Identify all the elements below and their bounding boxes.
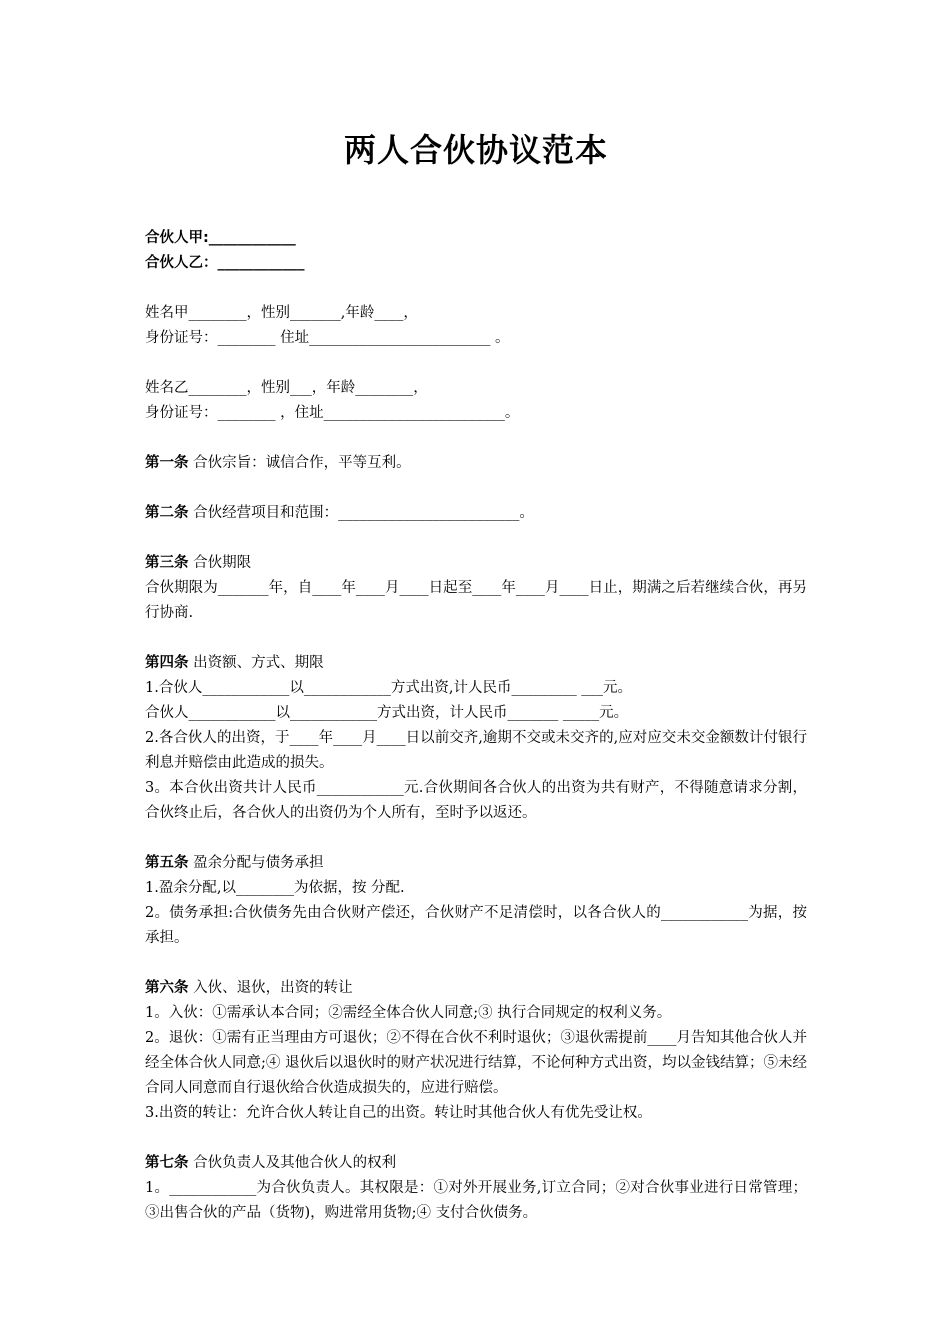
- article-3-paragraph: 合伙期限为_______年，自____年____月____日起至____年____月____日止，期满之后若继续合伙，再另行协商.: [145, 580, 807, 621]
- article-6-line3: 3.出资的转让：允许合伙人转让自己的出资。转让时其他合伙人有优先受让权。: [145, 1105, 652, 1121]
- person-a-line1: 姓名甲________，性别_______,年龄____，: [145, 305, 418, 321]
- article-4-paragraph2: 2.各合伙人的出资，于____年____月____日以前交齐,逾期不交或未交齐的,应对应交未交金额数计付银行利息并赔偿由此造成的损失。: [145, 730, 807, 771]
- document-body: [145, 226, 807, 1226]
- party-a: 合伙人甲:____________: [145, 230, 296, 246]
- article-4-paragraph3: 3。本合伙出资共计人民币____________元.合伙期间各合伙人的出资为共有财产，不得随意请求分割，合伙终止后，各合伙人的出资仍为个人所有，至时予以返还。: [145, 780, 807, 821]
- article-6-line1: 1。入伙：①需承认本合同；②需经全体合伙人同意;③ 执行合同规定的权利义务。: [145, 1005, 672, 1021]
- article-1-head: 第一条: [145, 455, 189, 471]
- person-a-line2: 身份证号：________ 住址_________________________ 。: [145, 330, 510, 346]
- article-4-line1: 1.合伙人____________以____________方式出资,计人民币_________ ___元。: [145, 680, 633, 696]
- article-6-paragraph2: 2。退伙：①需有正当理由方可退伙；②不得在合伙不利时退伙；③退伙需提前____月告知其他合伙人并经全体合伙人同意;④ 退伙后以退伙时的财产状况进行结算，不论何种方式出资，均以金钱结算；⑤未经合同人同意而自行退伙给合伙造成损失的，应进行赔偿。: [145, 1030, 807, 1096]
- article-5-heading: 第五条 盈余分配与债务承担: [145, 855, 324, 871]
- article-6-heading: 第六条 入伙、退伙，出资的转让: [145, 980, 353, 996]
- article-3-heading: 第三条 合伙期限: [145, 555, 252, 571]
- article-5-paragraph2: 2。债务承担:合伙债务先由合伙财产偿还，合伙财产不足清偿时，以各合伙人的____________为据，按 承担。: [145, 905, 807, 946]
- article-2-head: 第二条: [145, 505, 189, 521]
- article-7-paragraph1: 1。____________为合伙负责人。其权限是：①对外开展业务,订立合同；②对合伙事业进行日常管理；③出售合伙的产品（货物)，购进常用货物;④ 支付合伙债务。: [145, 1180, 807, 1221]
- party-b: 合伙人乙：____________: [145, 255, 305, 271]
- document-title: 两人合伙协议范本: [343, 131, 608, 169]
- article-7-heading: 第七条 合伙负责人及其他合伙人的权利: [145, 1155, 397, 1171]
- article-4-heading: 第四条 出资额、方式、期限: [145, 655, 324, 671]
- article-4-line2: 合伙人____________以____________方式出资，计人民币_______ _____元。: [145, 705, 629, 721]
- person-b-line2: 身份证号：________ ，住址_________________________。: [145, 405, 520, 421]
- person-b-line1: 姓名乙________，性别___，年龄________，: [145, 380, 428, 396]
- article-2: 第二条 合伙经营项目和范围：_________________________。: [145, 505, 534, 521]
- article-1: 第一条 合伙宗旨：诚信合作，平等互利。: [145, 455, 411, 471]
- article-5-line1: 1.盈余分配,以________为依据，按 分配.: [145, 880, 405, 896]
